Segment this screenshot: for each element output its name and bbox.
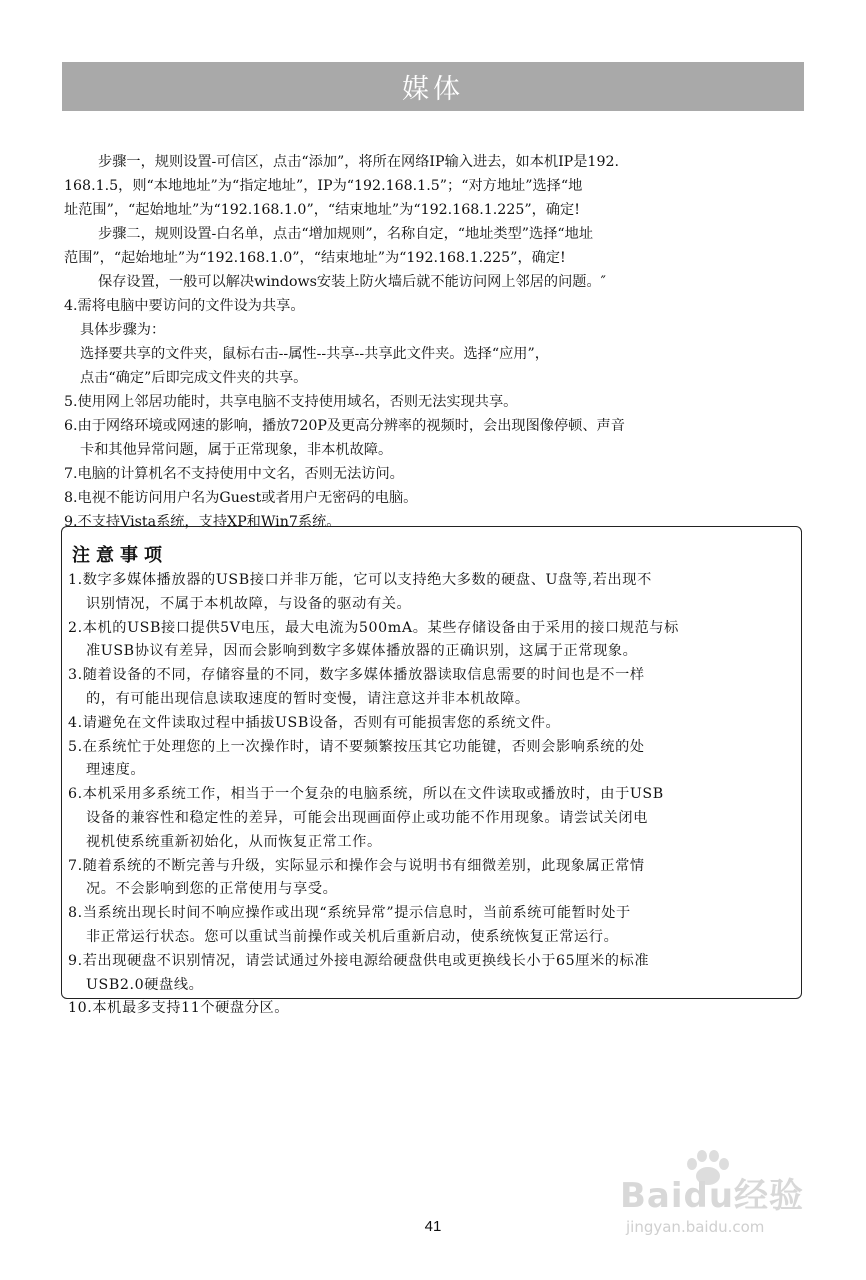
notice-title: 注意事项	[72, 545, 168, 566]
header-bar	[62, 62, 804, 111]
notice-line: 4.请避免在文件读取过程中插拔USB设备，否则有可能损害您的系统文件。	[68, 714, 561, 731]
notice-line: 况。不会影响到您的正常使用与享受。	[86, 881, 338, 898]
body-line: 168.1.5，则“本地地址”为“指定地址”，IP为“192.168.1.5”；“对方地址”选择“地	[64, 178, 583, 194]
body-text	[64, 150, 804, 534]
notice-line: 1.数字多媒体播放器的USB接口并非万能，它可以支持绝大多数的硬盘、U盘等,若出现不	[68, 572, 652, 588]
notice-line: 6.本机采用多系统工作，相当于一个复杂的电脑系统，所以在文件读取或播放时，由于USB	[68, 786, 664, 803]
page-number: 41	[424, 1218, 442, 1235]
page-title: 媒体	[402, 74, 464, 105]
notice-line: 非正常运行状态。您可以重试当前操作或关机后重新启动，使系统恢复正常运行。	[86, 928, 619, 945]
notice-line: USB2.0硬盘线。	[86, 976, 204, 993]
body-line: 7.电脑的计算机名不支持使用中文名，否则无法访问。	[64, 466, 404, 482]
body-line: 4.需将电脑中要访问的文件设为共享。	[64, 298, 305, 314]
notice-line: 准USB协议有差异，因而会影响到数字多媒体播放器的正确识别，这属于正常现象。	[86, 643, 638, 660]
notice-box	[61, 526, 802, 1017]
notice-line: 设备的兼容性和稳定性的差异，可能会出现画面停止或功能不作用现象。请尝试关闭电	[86, 809, 648, 826]
body-line: 9.不支持Vista系统，支持XP和Win7系统。	[64, 514, 341, 530]
notice-line: 8.当系统出现长时间不响应操作或出现“系统异常”提示信息时，当前系统可能暂时处于	[68, 905, 631, 922]
notice-list	[68, 569, 801, 1021]
notice-line: 2.本机的USB接口提供5V电压，最大电流为500mA。某些存储设备由于采用的接口规范与标	[68, 619, 679, 636]
body-line: 点击“确定”后即完成文件夹的共享。	[80, 370, 308, 386]
body-line: 8.电视不能访问用户名为Guest或者用户无密码的电脑。	[64, 490, 418, 506]
notice-line: 理速度。	[86, 762, 146, 779]
notice-line: 10.本机最多支持11个硬盘分区。	[68, 1000, 290, 1017]
body-line: 范围”，“起始地址”为“192.168.1.0”，“结束地址”为“192.168.1.225”，确定!	[64, 250, 566, 266]
watermark-logo: Baidu经验	[620, 1176, 805, 1216]
notice-line: 9.若出现硬盘不识别情况，请尝试通过外接电源给硬盘供电或更换线长小于65厘米的标准	[68, 952, 650, 969]
notice-line: 5.在系统忙于处理您的上一次操作时，请不要频繁按压其它功能键，否则会影响系统的处	[68, 738, 645, 755]
body-line: 步骤一，规则设置-可信区，点击“添加”，将所在网络IP输入进去，如本机IP是192.	[98, 154, 620, 170]
watermark-url: jingyan.baidu.com	[626, 1218, 765, 1236]
body-line: 具体步骤为：	[80, 322, 166, 338]
baidu-watermark	[612, 1148, 812, 1258]
body-line: 保存设置，一般可以解决windows安装上防火墙后就不能访问网上邻居的问题。″	[98, 274, 606, 290]
notice-line: 3.随着设备的不同，存储容量的不同，数字多媒体播放器读取信息需要的时间也是不一样	[68, 667, 645, 684]
notice-line: 视机使系统重新初始化，从而恢复正常工作。	[86, 833, 382, 850]
body-line: 卡和其他异常问题，属于正常现象，非本机故障。	[80, 442, 393, 458]
notice-line: 的，有可能出现信息读取速度的暂时变慢，请注意这并非本机故障。	[86, 690, 530, 707]
body-line: 5.使用网上邻居功能时，共享电脑不支持使用域名，否则无法实现共享。	[64, 394, 518, 410]
body-line: 址范围”，“起始地址”为“192.168.1.0”，“结束地址”为“192.168.1.225”，确定!	[64, 202, 580, 218]
notice-line: 识别情况，不属于本机故障，与设备的驱动有关。	[86, 595, 412, 612]
body-line: 步骤二，规则设置-白名单，点击“增加规则”，名称自定，“地址类型”选择“地址	[98, 226, 594, 242]
body-line: 选择要共享的文件夹，鼠标右击--属性--共享--共享此文件夹。选择“应用”，	[80, 346, 549, 362]
notice-line: 7.随着系统的不断完善与升级，实际显示和操作会与说明书有细微差别，此现象属正常情	[68, 857, 645, 874]
body-line: 6.由于网络环境或网速的影响，播放720P及更高分辨率的视频时，会出现图像停顿、声音	[64, 418, 625, 434]
